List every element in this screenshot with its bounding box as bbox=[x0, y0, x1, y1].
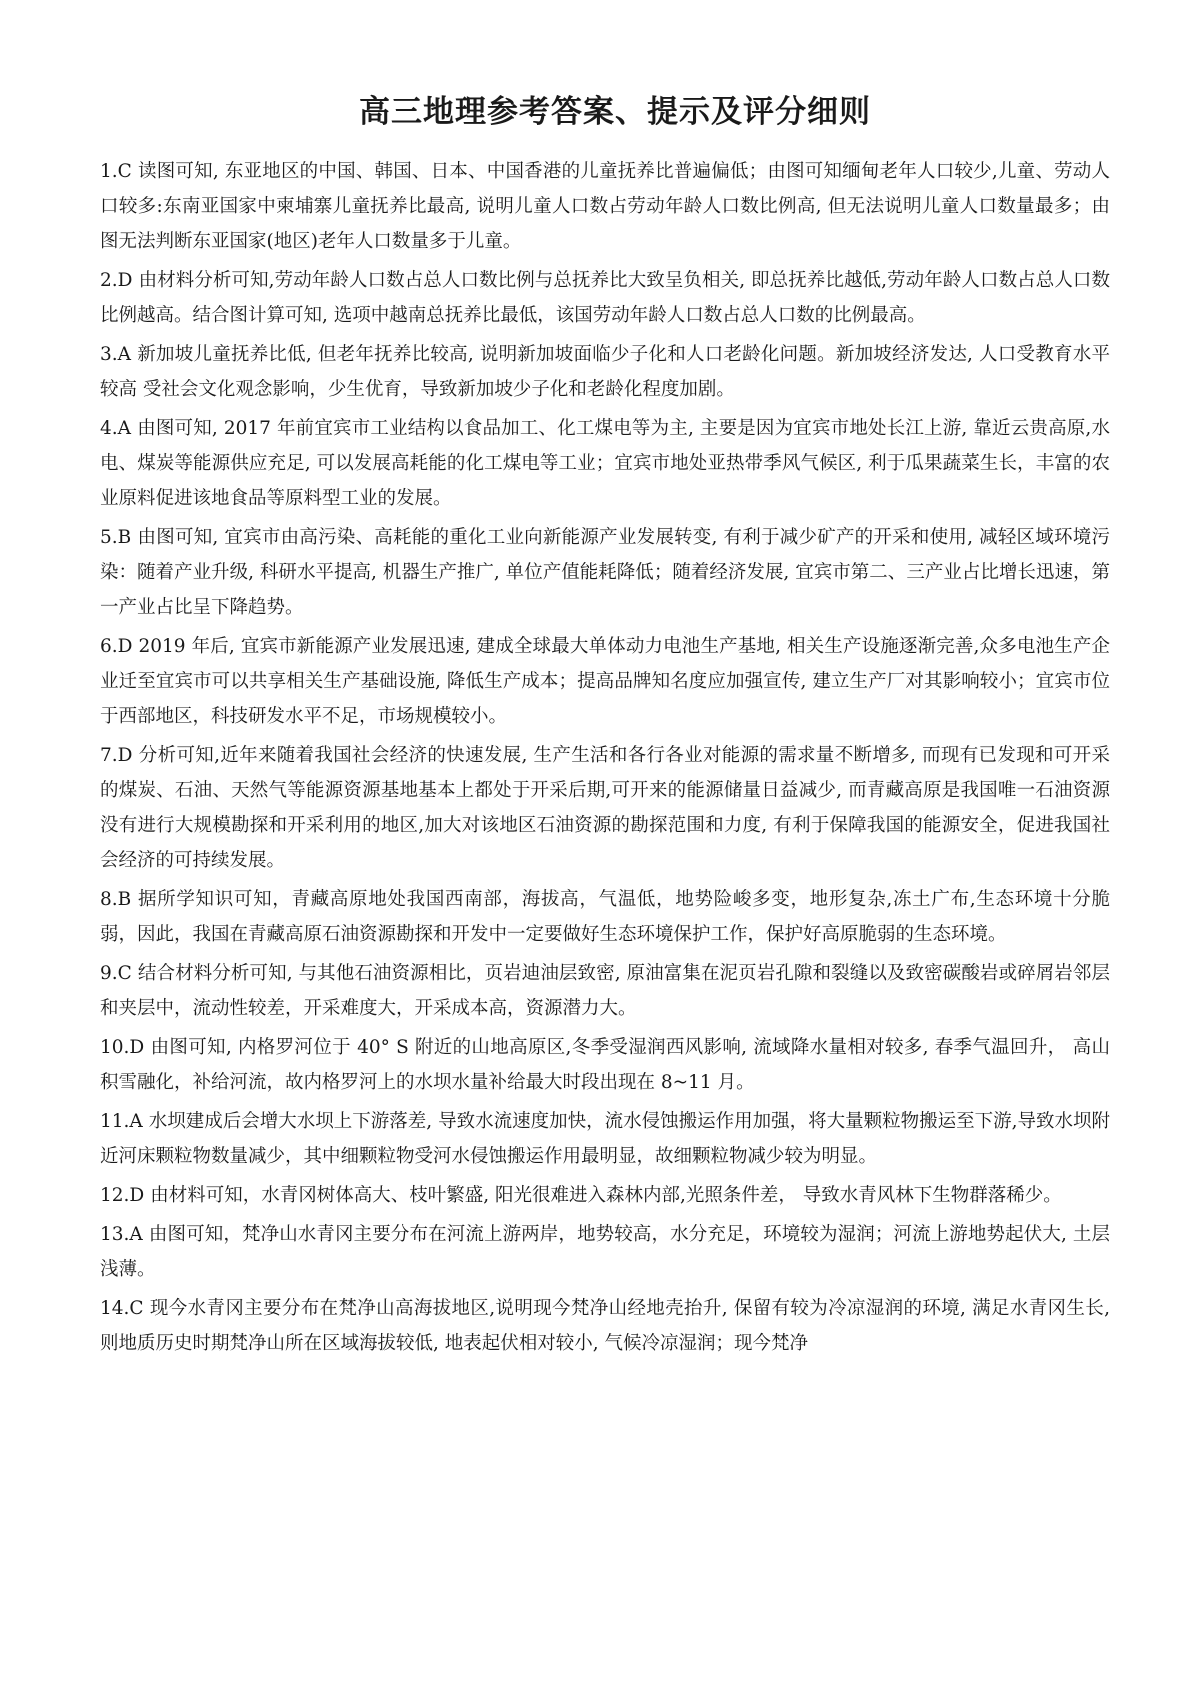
answer-text: 结合材料分析可知, 与其他石油资源相比，页岩迪油层致密, 原油富集在泥页岩孔隙和裂缝以及致密碳酸岩或碎屑岩邻层和夹层中，流动性较差，开采难度大，开采成本高，资源潜力大。 bbox=[100, 963, 1110, 1019]
answer-text: 分析可知,近年来随着我国社会经济的快速发展, 生产生活和各行各业对能源的需求量不断增多, 而现有已发现和可开采的煤炭、石油、天然气等能源资源基地基本上都处于开采后期,可开来的能源储量日益减少, 而青藏高原是我国唯一石油资源没有进行大规模勘探和开采利用的地区,加大对该地区石油资源的勘探范围和力度, 有利于保障我国的能源安全，促进我国社会经济的可持续发展。 bbox=[100, 745, 1110, 871]
answer-item bbox=[100, 882, 1110, 952]
answer-number: 3.A bbox=[100, 344, 132, 365]
answer-text: 由图可知，梵净山水青冈主要分布在河流上游两岸，地势较高，水分充足，环境较为湿润；河流上游地势起伏大, 土层浅薄。 bbox=[100, 1224, 1110, 1280]
answer-text: 由图可知, 2017 年前宜宾市工业结构以食品加工、化工煤电等为主, 主要是因为宜宾市地处长江上游, 靠近云贵高原,水电、煤炭等能源供应充足, 可以发展高耗能的化工煤电等工业；宜宾市地处亚热带季风气候区, 利于瓜果蔬菜生长，丰富的农业原料促进该地食品等原料型工业的发展。 bbox=[100, 418, 1110, 509]
answer-number: 4.A bbox=[100, 418, 132, 439]
answer-text: 由图可知, 内格罗河位于 40° S 附近的山地高原区,冬季受湿润西风影响, 流域降水量相对较多, 春季气温回升， 高山积雪融化，补给河流，故内格罗河上的水坝水量补给最大时段出现在 8~11 月。 bbox=[100, 1037, 1110, 1093]
answer-list bbox=[100, 154, 1110, 1361]
answer-number: 7.D bbox=[100, 745, 133, 766]
answer-item bbox=[100, 411, 1110, 516]
answer-text: 由图可知, 宜宾市由高污染、高耗能的重化工业向新能源产业发展转变, 有利于减少矿产的开采和使用, 减轻区域环境污染：随着产业升级, 科研水平提高, 机器生产推广, 单位产值能耗降低；随着经济发展, 宜宾市第二、三产业占比增长迅速，第一产业占比呈下降趋势。 bbox=[100, 527, 1110, 618]
answer-item bbox=[100, 263, 1110, 333]
answer-number: 5.B bbox=[100, 527, 132, 548]
answer-item bbox=[100, 520, 1110, 625]
answer-number: 13.A bbox=[100, 1224, 143, 1245]
answer-item bbox=[100, 154, 1110, 259]
answer-number: 1.C bbox=[100, 161, 132, 182]
answer-number: 6.D bbox=[100, 636, 133, 657]
answer-item bbox=[100, 956, 1110, 1026]
answer-item bbox=[100, 738, 1110, 878]
answer-text: 现今水青冈主要分布在梵净山高海拔地区,说明现今梵净山经地壳抬升, 保留有较为冷凉湿润的环境, 满足水青冈生长, 则地质历史时期梵净山所在区域海拔较低, 地表起伏相对较小, 气候冷凉湿润；现今梵净 bbox=[100, 1298, 1110, 1354]
page-title: 高三地理参考答案、提示及评分细则 bbox=[359, 94, 871, 130]
answer-item bbox=[100, 1291, 1110, 1361]
answer-number: 14.C bbox=[100, 1298, 144, 1319]
answer-item bbox=[100, 1217, 1110, 1287]
answer-number: 12.D bbox=[100, 1185, 145, 1206]
answer-item bbox=[100, 1178, 1110, 1213]
answer-item bbox=[100, 337, 1110, 407]
answer-text: 2019 年后, 宜宾市新能源产业发展迅速, 建成全球最大单体动力电池生产基地, 相关生产设施逐渐完善,众多电池生产企业迁至宜宾市可以共享相关生产基础设施, 降低生产成本；提高品牌知名度应加强宣传, 建立生产厂对其影响较小；宜宾市位于西部地区，科技研发水平不足，市场规模较小。 bbox=[100, 636, 1110, 727]
answer-item bbox=[100, 629, 1110, 734]
answer-text: 由材料分析可知,劳动年龄人口数占总人口数比例与总抚养比大致呈负相关, 即总抚养比越低,劳动年龄人口数占总人口数比例越高。结合图计算可知, 选项中越南总抚养比最低，该国劳动年龄人口数占总人口数的比例最高。 bbox=[100, 270, 1110, 326]
answer-text: 由材料可知，水青冈树体高大、枝叶繁盛, 阳光很难进入森林内部,光照条件差， 导致水青风林下生物群落稀少。 bbox=[150, 1185, 1062, 1206]
answer-item bbox=[100, 1104, 1110, 1174]
answer-text: 水坝建成后会增大水坝上下游落差, 导致水流速度加快，流水侵蚀搬运作用加强，将大量颗粒物搬运至下游,导致水坝附近河床颗粒物数量减少，其中细颗粒物受河水侵蚀搬运作用最明显，故细颗粒物减少较为明显。 bbox=[100, 1111, 1110, 1167]
answer-number: 2.D bbox=[100, 270, 133, 291]
answer-text: 读图可知, 东亚地区的中国、韩国、日本、中国香港的儿童抚养比普遍偏低；由图可知缅甸老年人口较少,儿童、劳动人口较多:东南亚国家中柬埔寨儿童抚养比最高, 说明儿童人口数占劳动年龄人口数比例高, 但无法说明儿童人口数量最多；由图无法判断东亚国家(地区)老年人口数量多于儿童。 bbox=[100, 161, 1110, 252]
answer-number: 10.D bbox=[100, 1037, 145, 1058]
answer-text: 新加坡儿童抚养比低, 但老年抚养比较高, 说明新加坡面临少子化和人口老龄化问题。新加坡经济发达, 人口受教育水平较高 受社会文化观念影响，少生优育，导致新加坡少子化和老龄化程度加剧。 bbox=[100, 344, 1110, 400]
answer-number: 8.B bbox=[100, 889, 132, 910]
answer-text: 据所学知识可知，青藏高原地处我国西南部，海拔高，气温低，地势险峻多变，地形复杂,冻土广布,生态环境十分脆弱，因此，我国在青藏高原石油资源勘探和开发中一定要做好生态环境保护工作，保护好高原脆弱的生态环境。 bbox=[100, 889, 1110, 945]
answer-item bbox=[100, 1030, 1110, 1100]
answer-number: 9.C bbox=[100, 963, 132, 984]
answer-number: 11.A bbox=[100, 1111, 143, 1132]
